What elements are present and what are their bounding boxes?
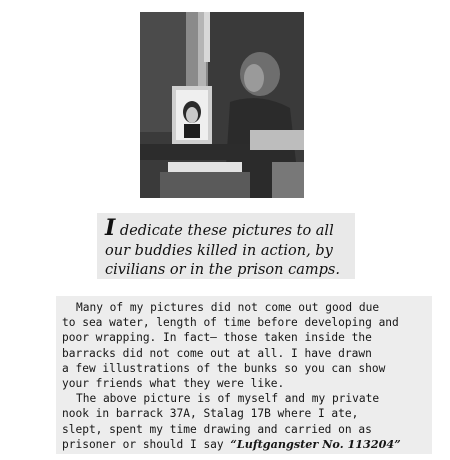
body-line: your friends what they were like. [62, 377, 285, 391]
body-line: a few illustrations of the bunks so you can show [62, 361, 386, 375]
body-text [56, 296, 432, 454]
body-line: Many of my pictures did not come out good due [76, 301, 380, 314]
dedication-line-3: civilians or in the prison camps. [105, 262, 340, 278]
body-line: poor wrapping. In fact— those taken inside the [62, 331, 372, 345]
dedication-dropcap: I [105, 215, 116, 241]
body-last-line [62, 437, 428, 452]
dedication-line-1-text: dedicate these pictures to all [115, 223, 334, 239]
body-line: nook in barrack 37A, Stalag 17B where I ate, [62, 407, 359, 421]
dedication-line-1 [105, 215, 351, 242]
dedication-line-2: our buddies killed in action, by [105, 242, 333, 259]
body-line: slept, spent my time drawing and carried on as [62, 422, 372, 436]
body-last-line-start: prisoner or should I say [62, 437, 231, 451]
body-line: The above picture is of myself and my private [76, 392, 380, 406]
barracks-photograph [140, 12, 304, 198]
luftgangster-quote: “Luftgangster No. 113204” [230, 436, 401, 451]
body-line: barracks did not come out at all. I have drawn [62, 346, 372, 360]
body-line: to sea water, length of time before developing and [62, 316, 399, 330]
dedication-text [97, 213, 355, 279]
